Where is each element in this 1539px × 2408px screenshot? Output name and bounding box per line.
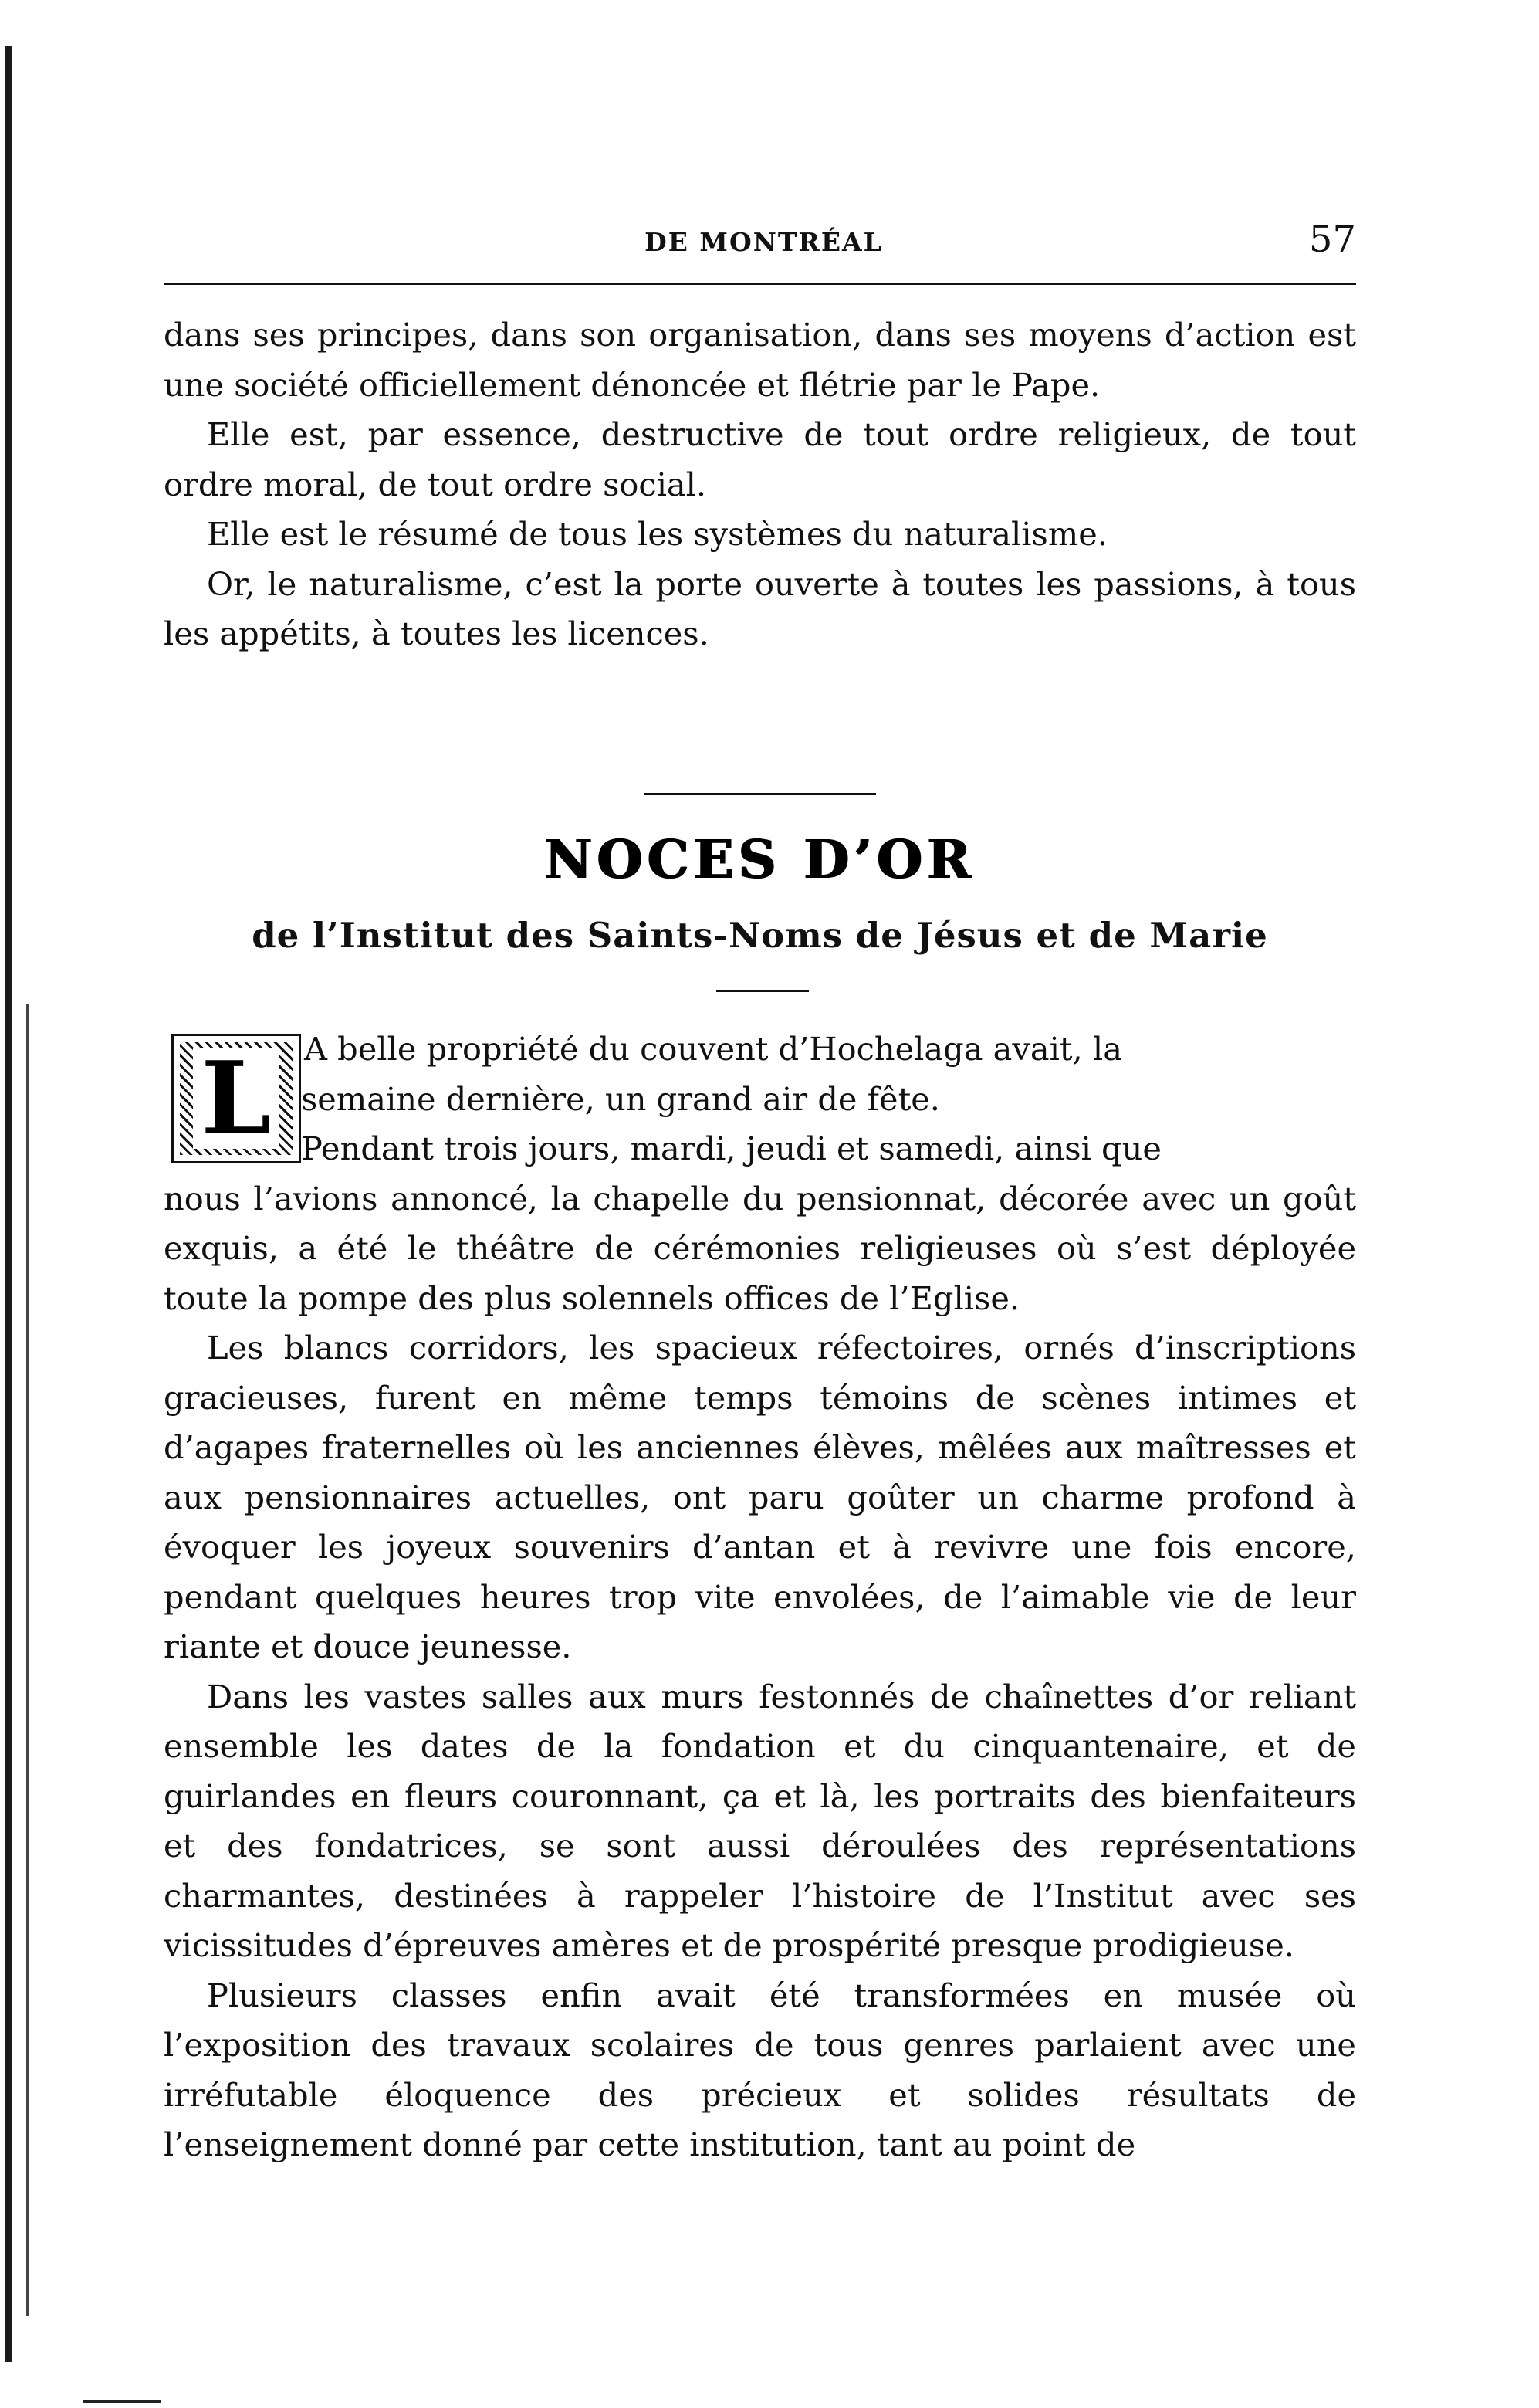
text-line: semaine dernière, un grand air de fête. (301, 1079, 940, 1118)
drop-cap-letter: L (193, 1048, 279, 1149)
article-subtitle: de l’Institut des Saints-Noms de Jésus et de Marie (252, 915, 1268, 956)
title-rule (716, 990, 809, 992)
section-one-text (164, 310, 1356, 659)
paragraph: Elle est, par essence, destructive de tout ordre religieux, de tout ordre moral, de tout ordre social. (164, 415, 1356, 503)
binding-edge (5, 46, 12, 2362)
paragraph: Les blancs corridors, les spacieux réfectoires, ornés d’inscriptions gracieuses, furent en même temps témoins de scènes intimes et d’agapes fraternelles où les anciennes élèves, mêlées aux maîtresses et aux pensionnaires actuelles, ont paru goûter un charme profond à évoquer les joyeux souvenirs d’antan et à revivre une fois encore, pendant quelques heures trop vite envolées, de l’aimable vie de leur riante et douce jeunesse. (164, 1329, 1356, 1665)
running-title: DE MONTRÉAL (644, 227, 883, 257)
article-title: NOCES D’OR (544, 829, 976, 891)
binding-shadow (26, 1004, 29, 2316)
paragraph (164, 1025, 1356, 1124)
paragraph: dans ses principes, dans son organisation, dans ses moyens d’action est une société officiellement dénoncée et flétrie par le Pape. (164, 316, 1356, 404)
paragraph: Elle est le résumé de tous les systèmes du naturalisme. (207, 515, 1108, 553)
text-line: A belle propriété du couvent d’Hochelaga avait, la (304, 1030, 1122, 1068)
paragraph: Or, le naturalisme, c’est la porte ouverte à toutes les passions, à tous les appétits, à toutes les licences. (164, 564, 1356, 652)
paragraph: Dans les vastes salles aux murs festonnés de chaînettes d’or reliant ensemble les dates de la fondation et du cinquantenaire, et de guirlandes en fleurs couronnant, ça et là, les portraits des bienfaiteurs et des fondatrices, se sont aussi déroulées des représentations charmantes, destinées à rappeler l’histoire de l’Institut avec ses vicissitudes d’épreuves amères et de prospérité presque prodigieuse. (164, 1677, 1356, 1964)
article-text (164, 1025, 1356, 2170)
page-header (171, 218, 1356, 264)
text-line: Pendant trois jours, mardi, jeudi et samedi, ainsi que (301, 1129, 1162, 1167)
section-separator (644, 793, 876, 795)
header-rule (164, 283, 1356, 285)
footer-mark (83, 2400, 161, 2403)
paragraph (164, 1124, 1356, 1323)
text-line: nous l’avions annoncé, la chapelle du pensionnat, décorée avec un goût exquis, a été le théâtre de cérémonies religieuses où s’est déployée toute la pompe des plus solennels offices de l’Eglise. (164, 1179, 1356, 1317)
paragraph: Plusieurs classes enfin avait été transformées en musée où l’exposition des travaux scolaires de tous genres parlaient avec une irréfutable éloquence des précieux et solides résultats de l’enseignement donné par cette institution, tant au point de (164, 1976, 1356, 2163)
page-number: 57 (1308, 218, 1356, 261)
